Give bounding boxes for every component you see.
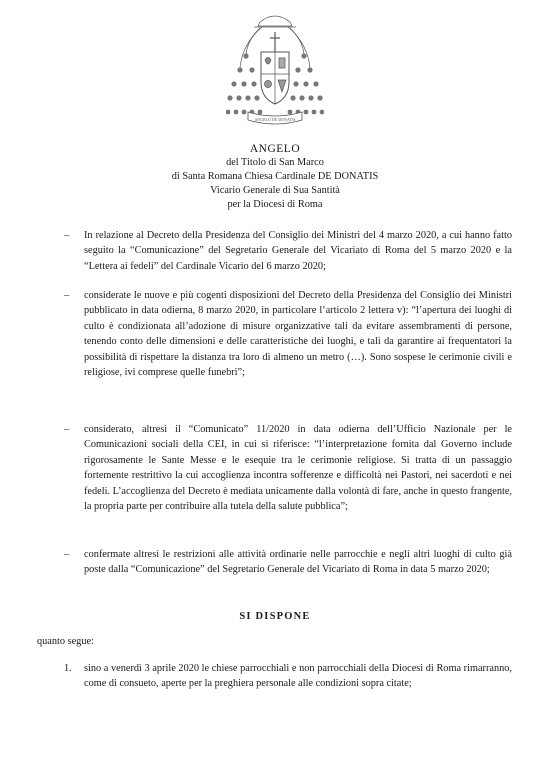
item-text: sino a venerdì 3 aprile 2020 le chiese parrocchiali e non parrocchiali della Diocesi di Roma rimarranno, come di consueto, aperte per la preghiera personale alle condizioni sopra citate; xyxy=(84,663,512,690)
title-line-2: di Santa Romana Chiesa Cardinale DE DONATIS xyxy=(171,171,379,182)
section-heading-dispone: SI DISPONE xyxy=(239,611,311,622)
paragraph-confermate: confermate altresì le restrizioni alle attività ordinarie nelle parrocchie e negli altri luoghi di culto già poste dalla “Comunicazione” del Segretario Generale del Vicariato di Roma in data 5 marzo 2020; xyxy=(84,549,512,576)
letterhead xyxy=(100,142,450,212)
svg-text:ANGELO DE DONATIS: ANGELO DE DONATIS xyxy=(254,117,296,122)
bullet-dash: – xyxy=(64,230,70,241)
title-line-1: del Titolo di San Marco xyxy=(226,157,324,168)
bullet-dash: – xyxy=(64,424,70,435)
bullet-dash: – xyxy=(64,290,70,301)
quanto-segue: quanto segue: xyxy=(37,636,94,647)
cardinal-name: ANGELO xyxy=(249,143,301,155)
title-line-3: Vicario Generale di Sua Santità xyxy=(210,185,340,196)
cardinal-coat-of-arms-icon xyxy=(226,8,324,136)
paragraph-considerate: considerate le nuove e più cogenti disposizioni del Decreto della Presidenza del Consiglio dei Ministri pubblicato in data odierna, 8 marzo 2020, in particolare l’articolo 2 lettera v): “l’apertura dei luoghi di culto è condizionata all’adozione di misure organizzative tali da evitare assembramenti di persone, tenendo conto delle dimensioni e delle caratteristiche dei luoghi, e tali da garantire ai frequentatori la possibilità di rispettare la distanza tra loro di almeno un metro (…). Sono sospese le cerimonie civili e religiose, ivi comprese quelle funebri”; xyxy=(84,290,512,379)
title-line-4: per la Diocesi di Roma xyxy=(227,199,323,210)
bullet-dash: – xyxy=(64,549,70,560)
paragraph-considerato: considerato, altresì il “Comunicato” 11/2020 in data odierna dell’Ufficio Nazionale per le Comunicazioni sociali della CEI, in cui si riferisce: “l’interpretazione fornita dal Governo include rigorosamente le Sante Messe e le esequie tra le cerimonie religiose. Si tratta di un passaggio fortemente restrittivo la cui accoglienza incontra sofferenze e difficoltà nei Pastori, nei sacerdoti e nei fedeli. L’accoglienza del Decreto è mediata unicamente dalla volontà di fare, anche in questo frangente, la propria parte per contribuire alla tutela della salute pubblica”; xyxy=(84,424,512,513)
paragraph-decreto: In relazione al Decreto della Presidenza del Consiglio dei Ministri del 4 marzo 2020, a cui hanno fatto seguito la “Comunicazione” del Segretario Generale del Vicariato di Roma del 5 marzo 2020 e la “Lettera ai fedeli” del Cardinale Vicario del 6 marzo 2020; xyxy=(84,230,512,272)
item-number: 1. xyxy=(64,663,72,674)
